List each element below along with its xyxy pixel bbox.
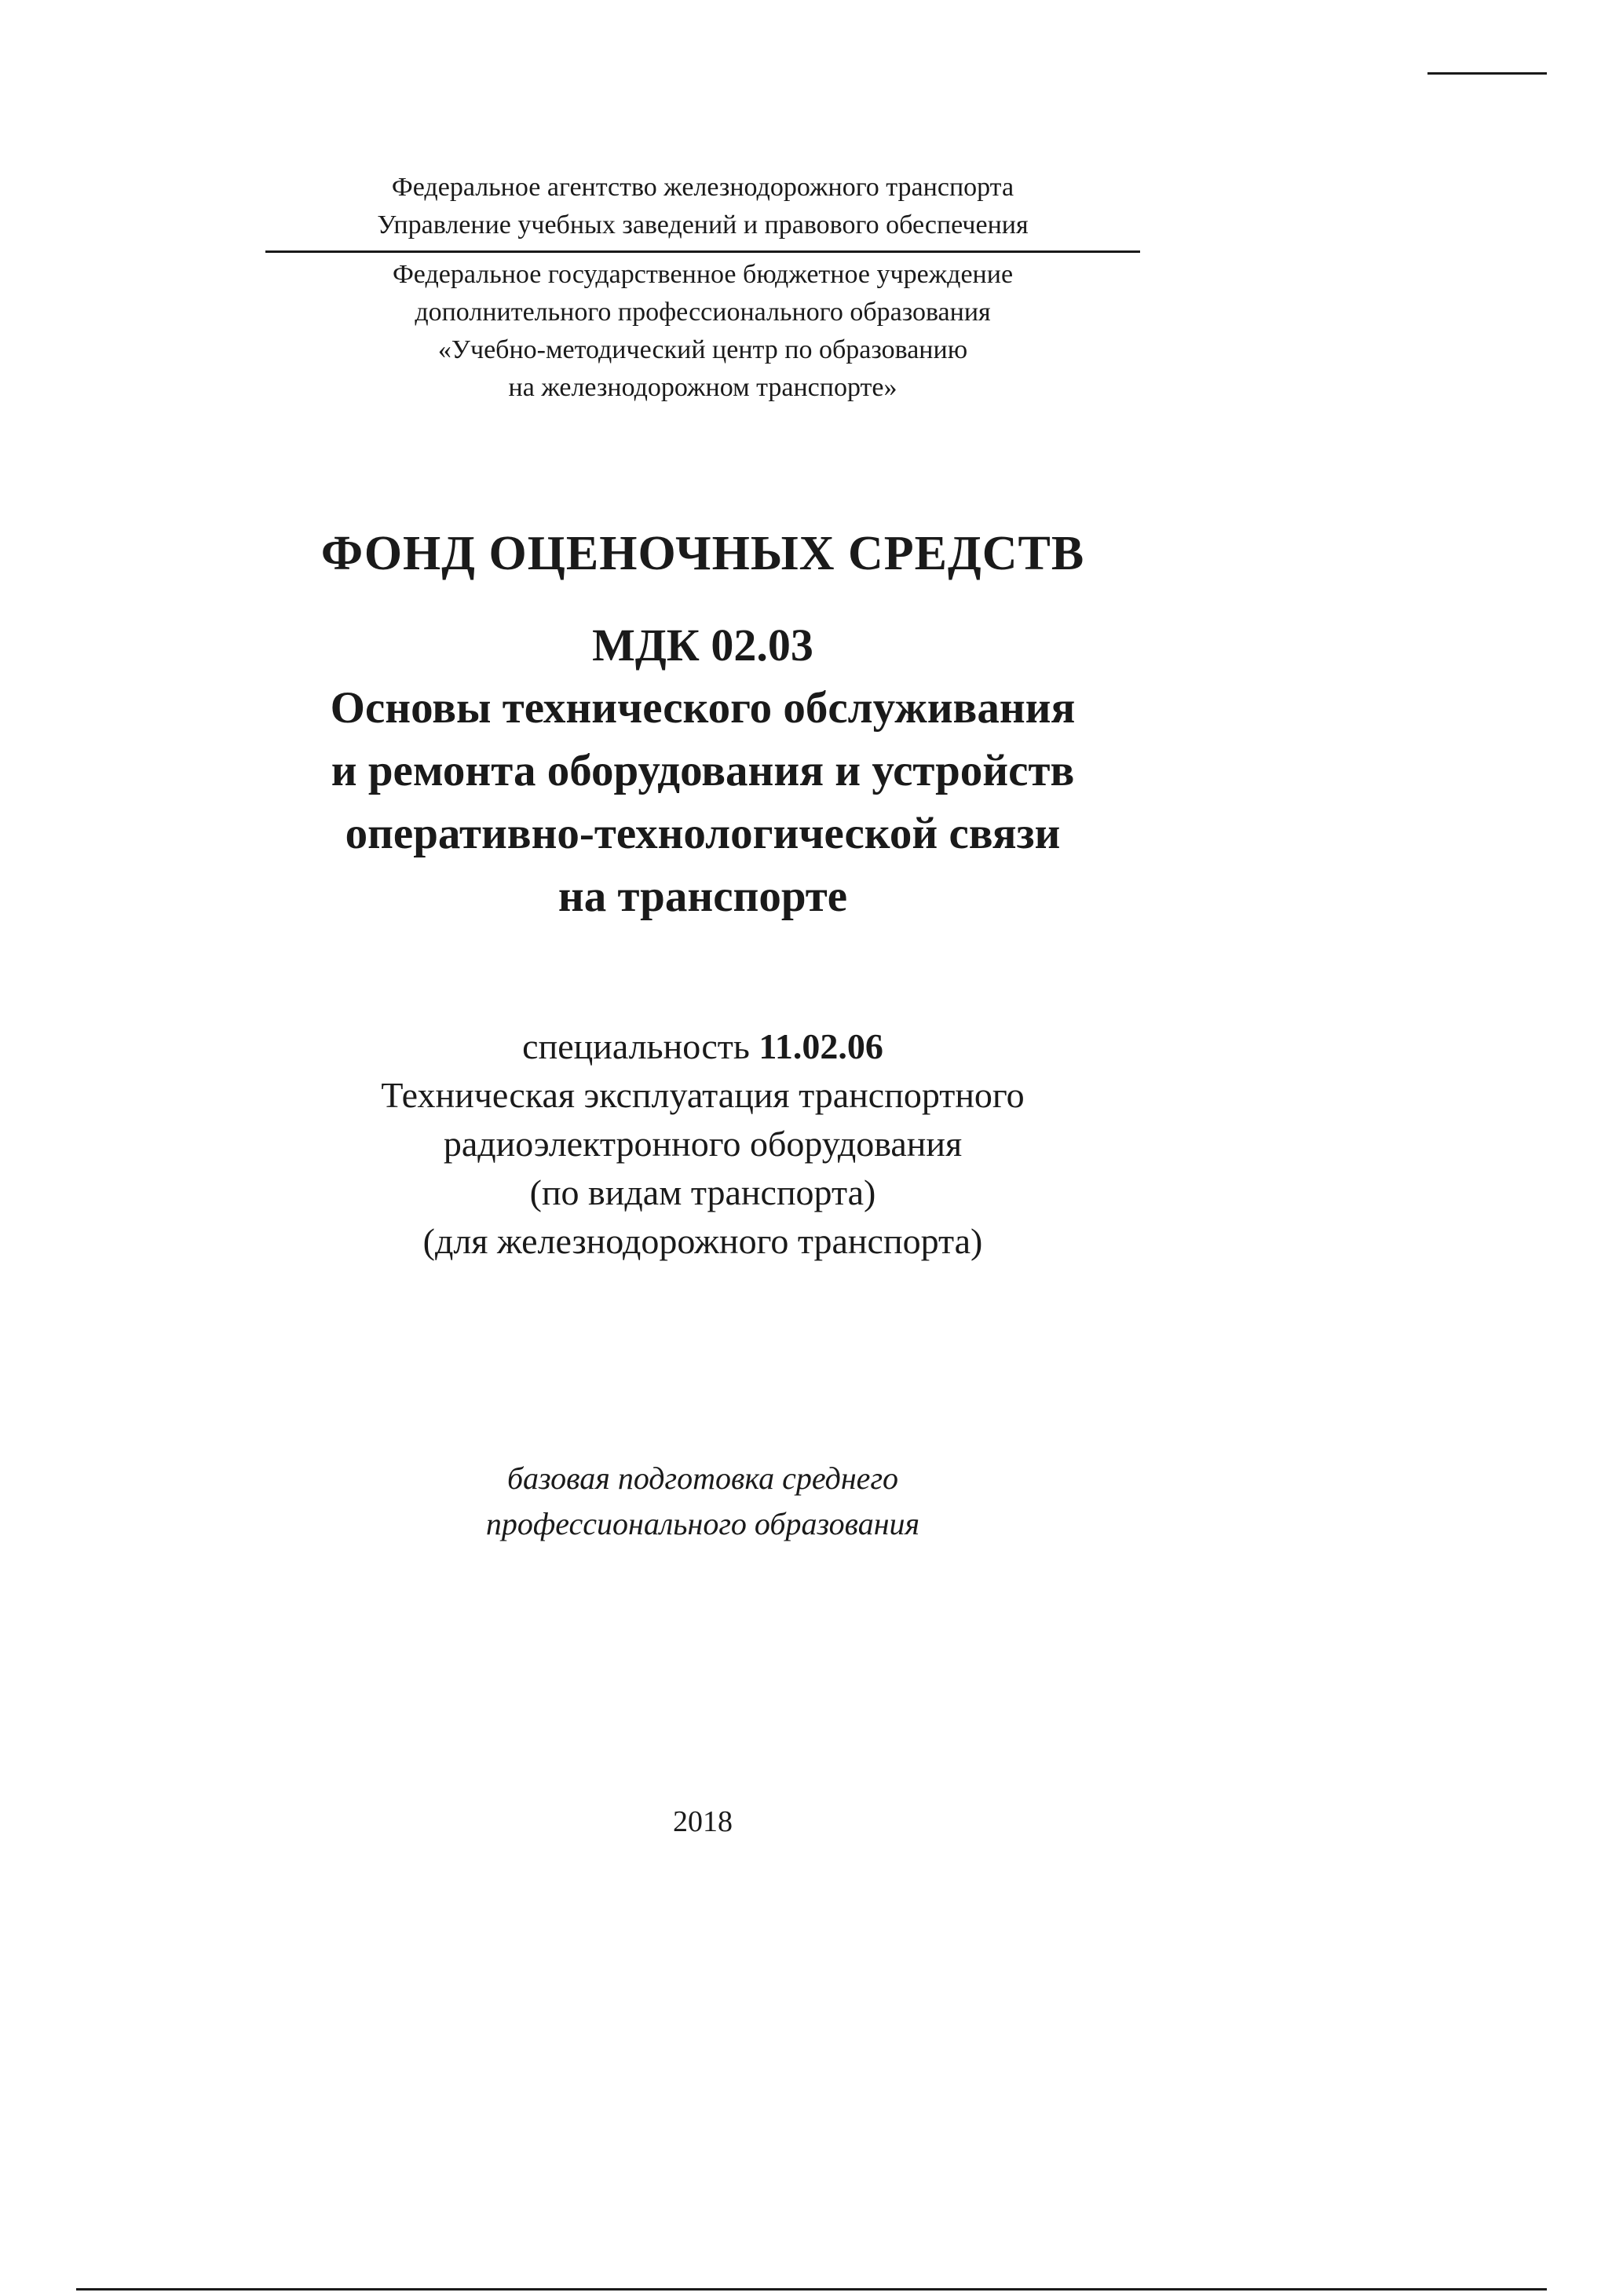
training-level-line: профессионального образования xyxy=(485,1506,920,1541)
document-title: ФОНД ОЦЕНОЧНЫХ СРЕДСТВ xyxy=(320,527,1085,580)
footer-rule xyxy=(76,2288,1547,2291)
training-level xyxy=(338,1456,1068,1547)
specialty-label: специальность xyxy=(522,1026,759,1066)
specialty-name-line: (по видам транспорта) xyxy=(529,1172,876,1212)
course-name-line: на транспорте xyxy=(557,872,848,921)
specialty-block xyxy=(259,1022,1146,1266)
course-block xyxy=(181,614,1225,928)
institution-line: «Учебно-методический центр по образованию xyxy=(437,335,968,364)
institution-line: дополнительного профессионального образования xyxy=(415,298,991,327)
specialty-heading xyxy=(259,1022,1146,1071)
institution-line: на железнодорожном транспорте» xyxy=(508,373,897,402)
course-name-line: Основы технического обслуживания xyxy=(330,683,1076,733)
institution-names xyxy=(259,253,1146,407)
agency-name: Федеральное агентство железнодорожного транспорта xyxy=(391,173,1014,202)
course-name-line: и ремонта оборудования и устройств xyxy=(331,746,1075,795)
organization-block xyxy=(259,169,1146,407)
publication-year: 2018 xyxy=(673,1805,733,1838)
specialty-name-line: радиоэлектронного оборудования xyxy=(443,1124,963,1164)
course-name-line: оперативно-технологической связи xyxy=(345,809,1061,858)
header-rule xyxy=(1427,72,1547,75)
specialty-name-line: Техническая эксплуатация транспортного xyxy=(381,1075,1025,1115)
institution-line: Федеральное государственное бюджетное учреждение xyxy=(392,260,1014,289)
training-level-line: базовая подготовка среднего xyxy=(506,1461,899,1496)
specialty-code: 11.02.06 xyxy=(758,1026,883,1066)
course-code: МДК 02.03 xyxy=(592,620,813,671)
agency-names xyxy=(259,169,1146,250)
specialty-name-line: (для железнодорожного транспорта) xyxy=(422,1221,983,1261)
department-name: Управление учебных заведений и правового обеспечения xyxy=(377,210,1029,239)
